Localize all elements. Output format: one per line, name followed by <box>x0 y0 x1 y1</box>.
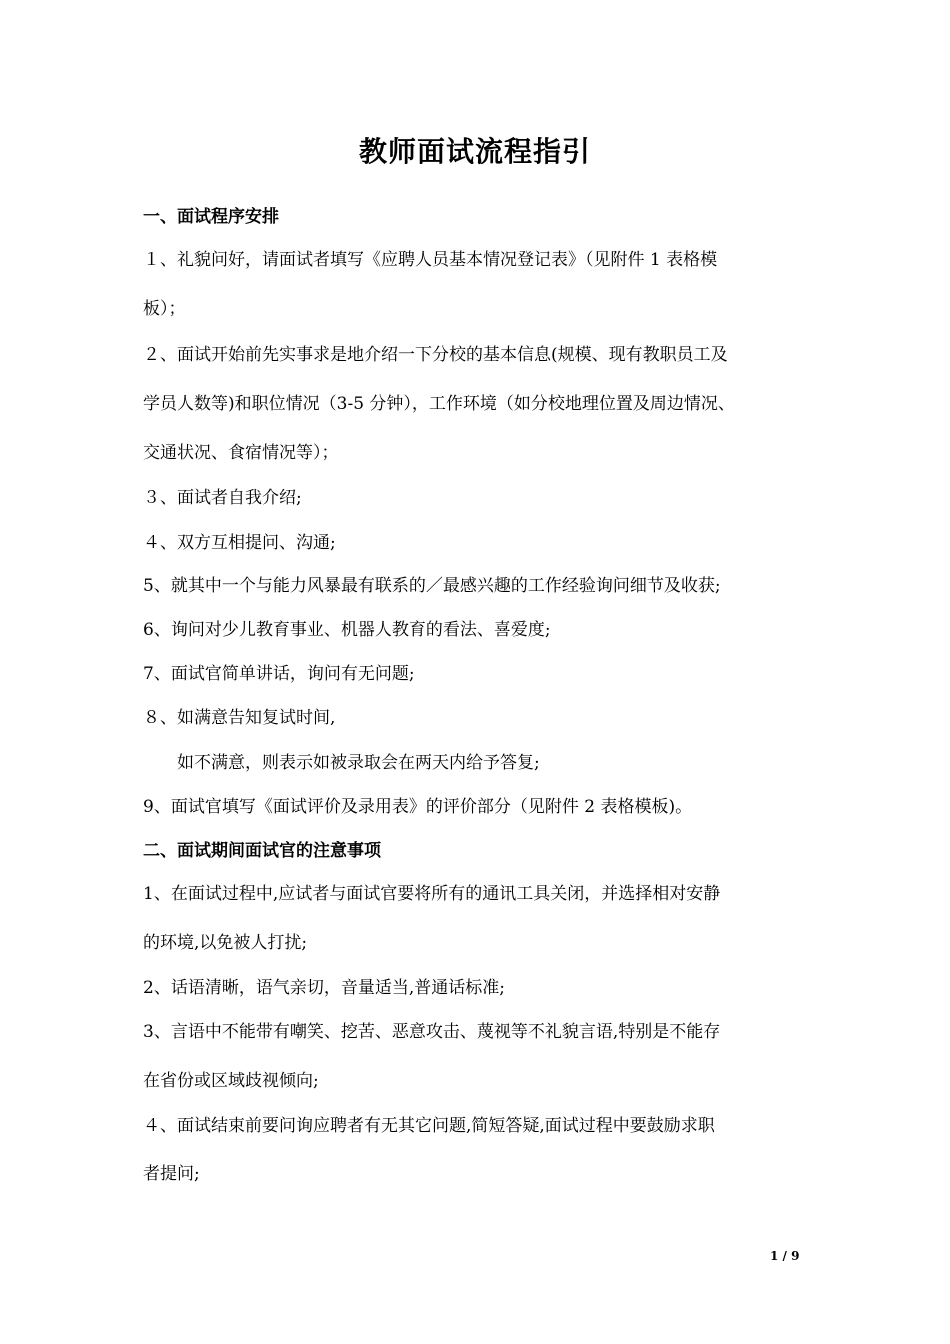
paragraph-line: ８、如满意告知复试时间, <box>143 708 336 728</box>
paragraph-line: 在省份或区域歧视倾向; <box>143 1071 319 1091</box>
paragraph-line: 7、面试官简单讲话，询问有无问题; <box>143 664 415 684</box>
paragraph-line: 交通状况、食宿情况等）； <box>143 443 339 463</box>
paragraph-line: 的环境,以免被人打扰; <box>143 933 308 953</box>
paragraph-line: 5、就其中一个与能力风暴最有联系的／最感兴趣的工作经验询问细节及收获; <box>143 576 721 596</box>
paragraph-line: １、礼貌问好，请面试者填写《应聘人员基本情况登记表》（见附件 1 表格模 <box>143 250 718 270</box>
paragraph-line: 1、在面试过程中,应试者与面试官要将所有的通讯工具关闭，并选择相对安静 <box>143 884 721 904</box>
paragraph-line: 9、面试官填写《面试评价及录用表》的评价部分（见附件 2 表格模板)。 <box>143 797 693 817</box>
paragraph-line: ４、面试结束前要问询应聘者有无其它问题,简短答疑,面试过程中要鼓励求职 <box>143 1116 715 1136</box>
paragraph-line: 者提问; <box>143 1164 200 1184</box>
page-number: 1 / 9 <box>770 1249 800 1263</box>
paragraph-line: ４、双方互相提问、沟通; <box>143 533 336 553</box>
paragraph-line: 2、话语清晰，语气亲切，音量适当,普通话标准; <box>143 978 505 998</box>
paragraph-line: ３、面试者自我介绍; <box>143 488 302 508</box>
paragraph-line: ２、面试开始前先实事求是地介绍一下分校的基本信息(规模、现有教职员工及 <box>143 345 728 365</box>
section-heading: 一、面试程序安排 <box>143 207 279 227</box>
paragraph-line: 如不满意，则表示如被录取会在两天内给予答复; <box>143 753 540 773</box>
paragraph-line: 6、询问对少儿教育事业、机器人教育的看法、喜爱度; <box>143 620 551 640</box>
document-title: 教师面试流程指引 <box>358 135 591 168</box>
paragraph-line: 3、言语中不能带有嘲笑、挖苦、恶意攻击、蔑视等不礼貌言语,特别是不能存 <box>143 1022 721 1042</box>
paragraph-line: 学员人数等)和职位情况（3-5 分钟），工作环境（如分校地理位置及周边情况、 <box>143 394 735 414</box>
paragraph-line: 板）； <box>143 299 186 319</box>
section-heading: 二、面试期间面试官的注意事项 <box>143 841 381 861</box>
